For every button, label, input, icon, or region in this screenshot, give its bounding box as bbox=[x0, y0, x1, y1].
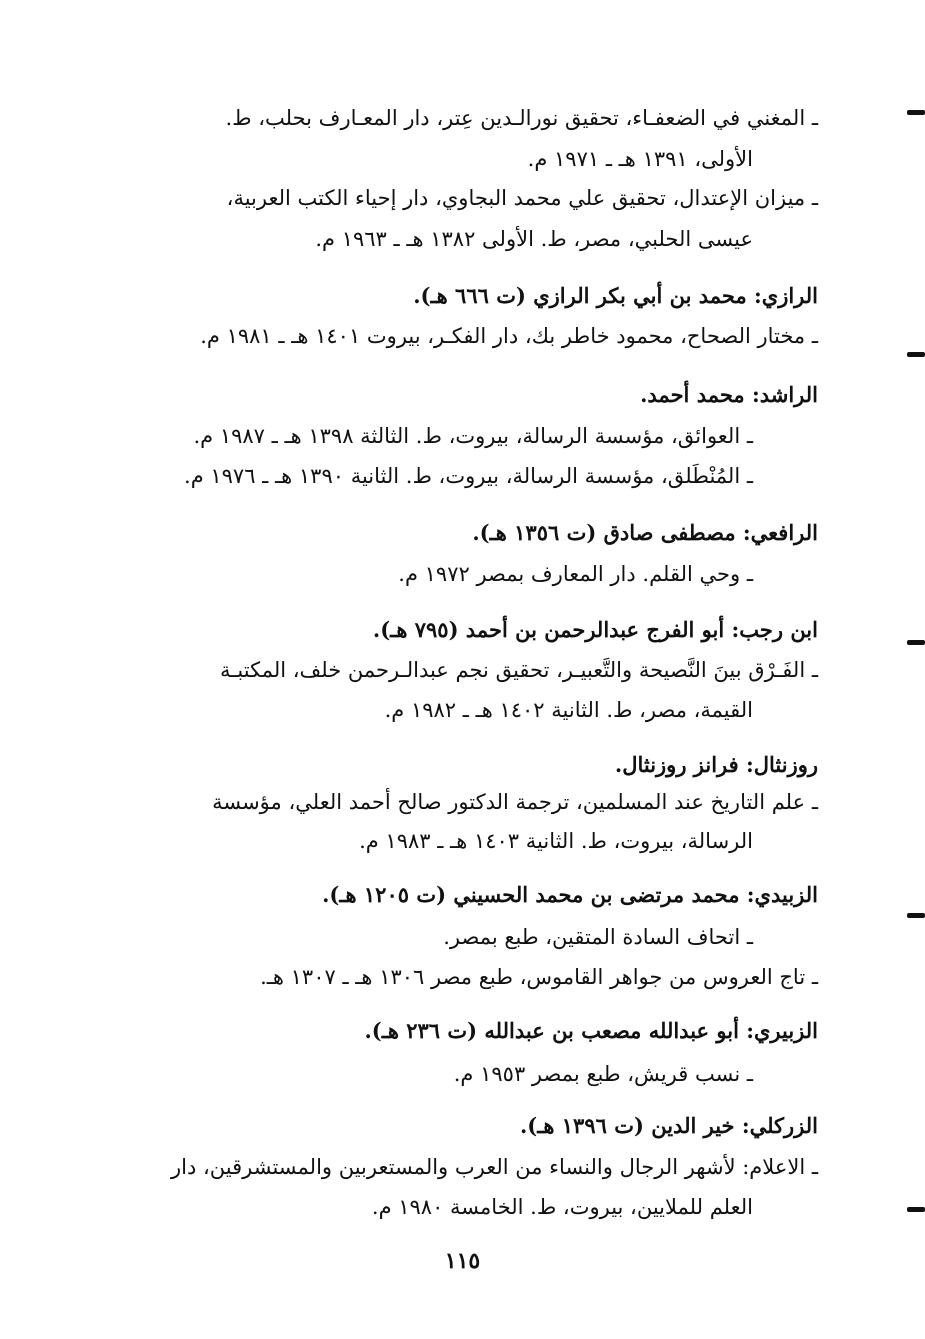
reference-line: عيسى الحلبي، مصر، ط. الأولى ١٣٨٢ هـ ـ ١٩٦٣ م. bbox=[315, 227, 753, 251]
reference-line: ـ علم التاريخ عند المسلمين، ترجمة الدكتور صالح أحمد العلي، مؤسسة bbox=[212, 790, 818, 814]
reference-line: ـ الاعلام: لأشهر الرجال والنساء من العرب والمستعربين والمستشرقين، دار bbox=[171, 1155, 818, 1179]
reference-line: ـ المغني في الضعفـاء، تحقيق نورالـدين عِتر، دار المعـارف بحلب، ط. bbox=[225, 106, 818, 130]
margin-mark bbox=[907, 1207, 925, 1212]
reference-line: ـ اتحاف السادة المتقين، طبع بمصر. bbox=[443, 925, 753, 949]
author-heading: الرافعي: مصطفى صادق (ت ١٣٥٦ هـ). bbox=[472, 520, 818, 545]
reference-line: ـ ميزان الإعتدال، تحقيق علي محمد البجاوي، دار إحياء الكتب العربية، bbox=[226, 186, 818, 210]
author-heading: الزبيري: أبو عبدالله مصعب بن عبدالله (ت ٢٣٦ هـ). bbox=[364, 1018, 818, 1043]
author-heading: الزبيدي: محمد مرتضى بن محمد الحسيني (ت ١٢٠٥ هـ). bbox=[322, 882, 818, 907]
reference-line: ـ المُنْطَلق، مؤسسة الرسالة، بيروت، ط. الثانية ١٣٩٠ هـ ـ ١٩٧٦ م. bbox=[184, 464, 753, 488]
reference-line: ـ وحي القلم. دار المعارف بمصر ١٩٧٢ م. bbox=[398, 562, 753, 586]
reference-line: القيمة، مصر، ط. الثانية ١٤٠٢ هـ ـ ١٩٨٢ م. bbox=[384, 698, 753, 722]
reference-line: ـ تاج العروس من جواهر القاموس، طبع مصر ١٣٠٦ هـ ـ ١٣٠٧ هـ. bbox=[260, 965, 818, 989]
reference-line: ـ العوائق، مؤسسة الرسالة، بيروت، ط. الثالثة ١٣٩٨ هـ ـ ١٩٨٧ م. bbox=[193, 424, 753, 448]
margin-mark bbox=[907, 110, 925, 115]
margin-mark bbox=[907, 352, 925, 357]
margin-mark bbox=[907, 913, 925, 918]
page-number: ١١٥ bbox=[444, 1248, 481, 1274]
reference-line: العلم للملايين، بيروت، ط. الخامسة ١٩٨٠ م. bbox=[371, 1195, 753, 1219]
author-heading: الزركلي: خير الدين (ت ١٣٩٦ هـ). bbox=[519, 1113, 818, 1138]
author-heading: الرازي: محمد بن أبي بكر الرازي (ت ٦٦٦ هـ). bbox=[413, 283, 818, 308]
reference-line: ـ الفَـرْق بينَ النَّصيحة والتَّعبيـر، تحقيق نجم عبدالـرحمن خلف، المكتبـة bbox=[220, 658, 818, 682]
reference-line: ـ نسب قريش، طبع بمصر ١٩٥٣ م. bbox=[453, 1062, 753, 1086]
author-heading: روزنثال: فرانز روزنثال. bbox=[614, 752, 818, 777]
author-heading: الراشد: محمد أحمد. bbox=[640, 382, 818, 407]
reference-line: الرسالة، بيروت، ط. الثانية ١٤٠٣ هـ ـ ١٩٨٣ م. bbox=[359, 829, 753, 853]
reference-line: ـ مختار الصحاح، محمود خاطر بك، دار الفكـر، بيروت ١٤٠١ هـ ـ ١٩٨١ م. bbox=[200, 324, 818, 348]
margin-mark bbox=[907, 640, 925, 645]
reference-line: الأولى، ١٣٩١ هـ ـ ١٩٧١ م. bbox=[527, 147, 753, 171]
author-heading: ابن رجب: أبو الفرج عبدالرحمن بن أحمد (٧٩٥ هـ). bbox=[372, 617, 818, 642]
